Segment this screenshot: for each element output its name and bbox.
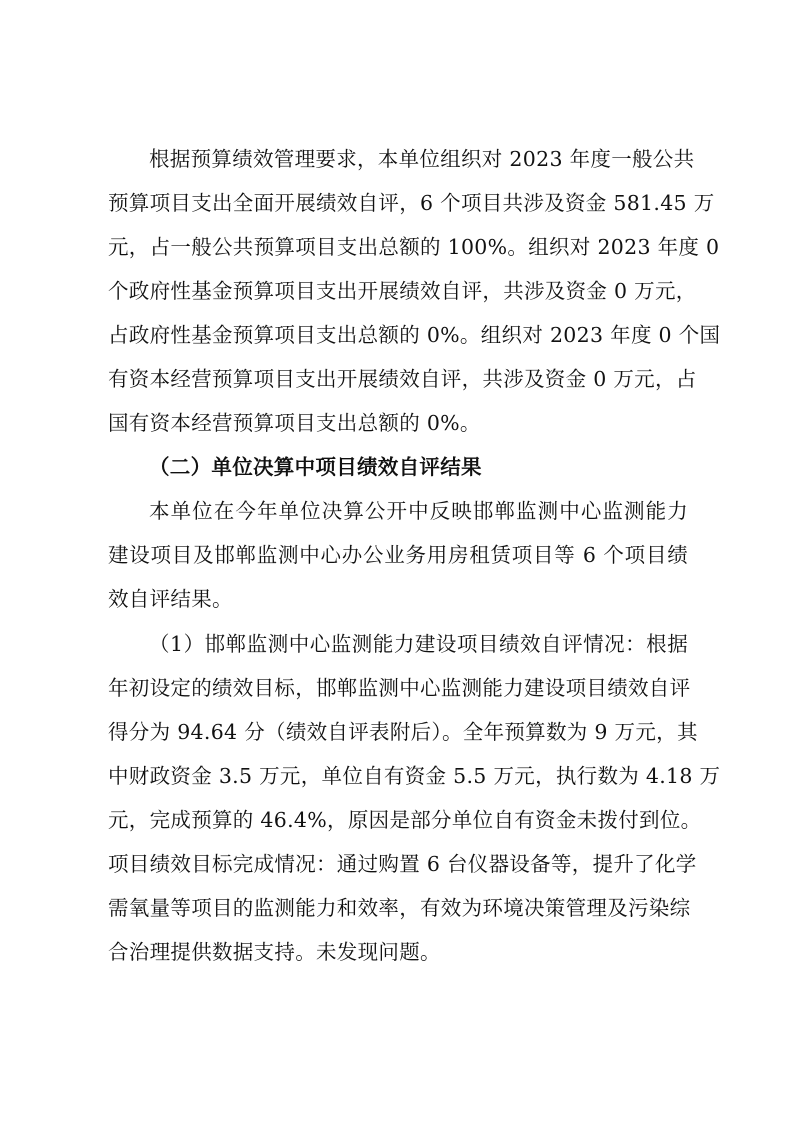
text-line: 根据预算绩效管理要求，本单位组织对 2023 年度一般公共 [149,147,695,171]
text-line: 预算项目支出全面开展绩效自评，6 个项目共涉及资金 581.45 万 [108,191,715,215]
text-line: 中财政资金 3.5 万元，单位自有资金 5.5 万元，执行数为 4.18 万 [108,764,721,788]
section-heading [108,445,688,489]
text-line: 合治理提供数据支持。未发现问题。 [108,940,441,964]
text-line: 年初设定的绩效目标，邯郸监测中心监测能力建设项目绩效自评 [108,676,691,700]
text-line: 占政府性基金预算项目支出总额的 0%。组织对 2023 年度 0 个国 [108,323,721,347]
text-line: 建设项目及邯郸监测中心办公业务用房租赁项目等 6 个项目绩 [108,543,688,567]
text-line: 本单位在今年单位决算公开中反映邯郸监测中心监测能力 [149,499,688,523]
text-line: 得分为 94.64 分（绩效自评表附后）。全年预算数为 9 万元，其 [108,720,698,744]
text-line: 项目绩效目标完成情况：通过购置 6 台仪器设备等，提升了化学 [108,852,697,876]
paragraph-decision-summary [108,489,688,621]
paragraph-project-evaluation [108,622,721,974]
text-line: 元，占一般公共预算项目支出总额的 100%。组织对 2023 年度 0 [108,235,720,259]
text-line: 元，完成预算的 46.4%，原因是部分单位自有资金未拨付到位。 [108,808,702,832]
text-line: 需氧量等项目的监测能力和效率，有效为环境决策管理及污染综 [108,896,691,920]
paragraph-budget-evaluation [108,137,721,445]
text-line: 有资本经营预算项目支出开展绩效自评，共涉及资金 0 万元，占 [108,367,697,391]
heading-line: （二）单位决算中项目绩效自评结果 [149,455,482,479]
text-line: 效自评结果。 [108,587,233,611]
text-line: 个政府性基金预算项目支出开展绩效自评，共涉及资金 0 万元， [108,279,697,303]
text-line: （1）邯郸监测中心监测能力建设项目绩效自评情况：根据 [149,632,688,656]
text-line: 国有资本经营预算项目支出总额的 0%。 [108,411,481,435]
